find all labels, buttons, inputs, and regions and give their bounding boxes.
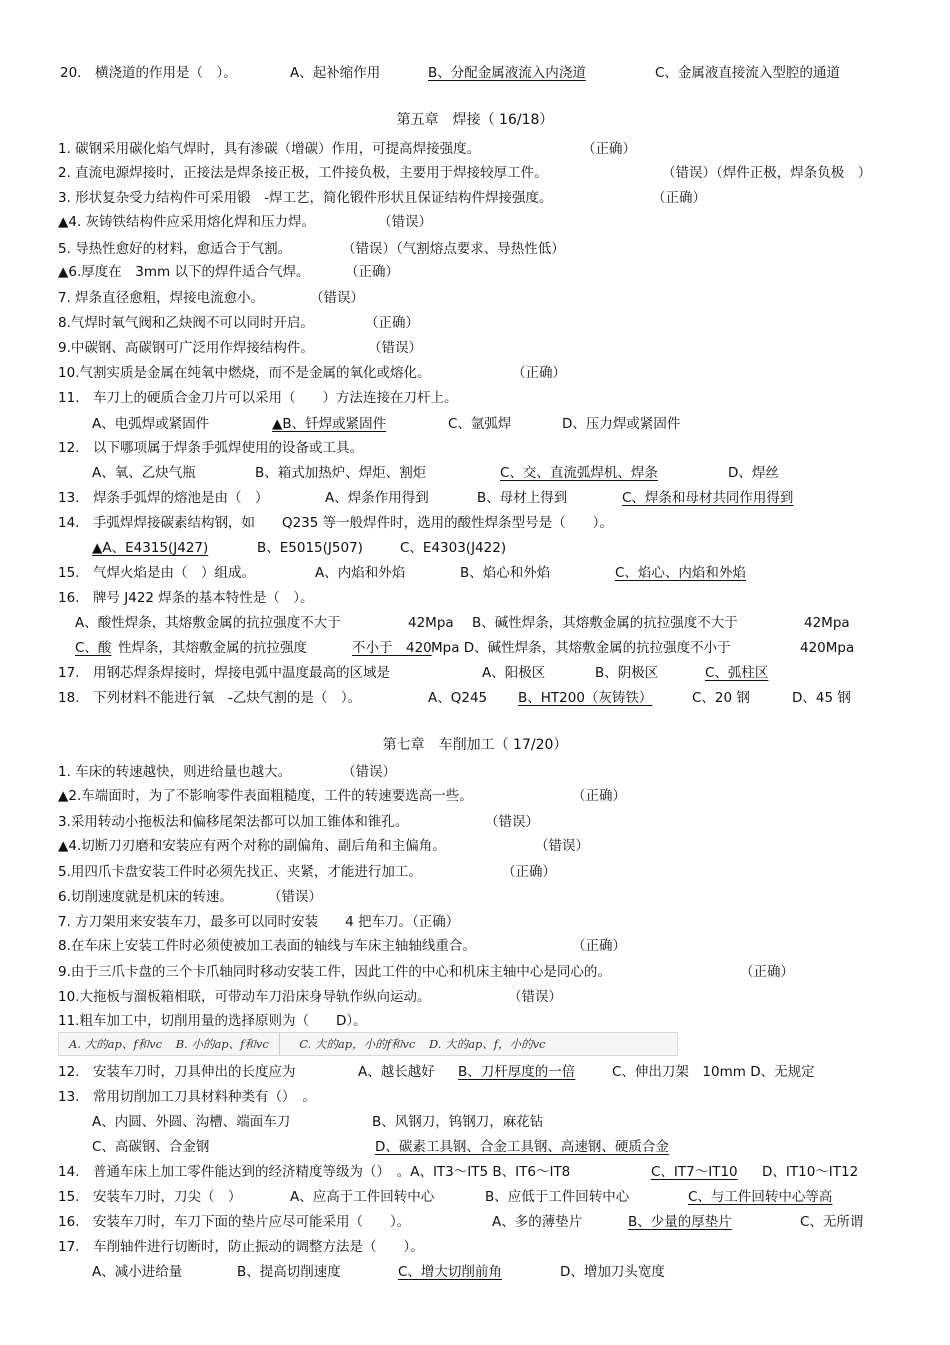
ch5-q12-answer: C、交、直流弧焊机、焊条 bbox=[500, 465, 658, 481]
ch7-q16-stem: 16. 安装车刀时，车刀下面的垫片应尽可能采用（ ）。 bbox=[58, 1214, 411, 1230]
ch5-q14-answer: ▲A、E4315(J427) bbox=[92, 540, 209, 556]
ch5-q11-option-d: D、压力焊或紧固件 bbox=[562, 416, 681, 432]
ch5-q15-option-b: B、焰心和外焰 bbox=[460, 565, 551, 581]
ch7-tf-5: 5.用四爪卡盘安装工件时必须先找正、夹紧，才能进行加工。 bbox=[58, 864, 422, 880]
ch7-q14-answer: C、IT7～IT10 bbox=[651, 1164, 738, 1180]
ch7-q14-option-d: D、IT10～IT12 bbox=[762, 1164, 859, 1180]
ch7-q11-option-a: A. 大的ap、f和vc bbox=[69, 1037, 163, 1051]
ch5-q13-option-a: A、焊条作用得到 bbox=[325, 490, 429, 506]
ch5-q15-option-a: A、内焰和外焰 bbox=[315, 565, 406, 581]
ch5-q12-option-b: B、箱式加热炉、焊炬、割炬 bbox=[255, 465, 427, 481]
ch7-q17-option-d: D、增加刀头宽度 bbox=[560, 1264, 665, 1280]
ch5-q16-stem: 16. 牌号 J422 焊条的基本特性是（ ）。 bbox=[58, 590, 314, 606]
q20-stem: 20. 横浇道的作用是（ ）。 bbox=[60, 65, 237, 81]
ch5-q16-option-a-value: 42Mpa bbox=[408, 615, 454, 631]
ch7-q13-answer: D、碳素工具钢、合金工具钢、高速钢、硬质合金 bbox=[375, 1139, 669, 1155]
ch5-q12-option-a: A、氧、乙炔气瓶 bbox=[92, 465, 196, 481]
ch5-tf-7: 7. 焊条直径愈粗，焊接电流愈小。 bbox=[58, 290, 265, 306]
ch7-q11-option-d: D. 大的ap、f，小的vc bbox=[428, 1037, 546, 1051]
ch5-q15-answer: C、焰心、内焰和外焰 bbox=[615, 565, 746, 581]
ch7-q17-option-b: B、提高切削速度 bbox=[237, 1264, 341, 1280]
ch5-tf-6-answer: （正确） bbox=[345, 264, 399, 280]
ch5-q16-answer-part2: 不小于 420 bbox=[352, 640, 432, 656]
ch7-tf-5-answer: （正确） bbox=[502, 864, 556, 880]
ch7-tf-8: 8.在车床上安装工件时必须使被加工表面的轴线与车床主轴轴线重合。 bbox=[58, 938, 476, 954]
ch5-tf-5: 5. 导热性愈好的材料，愈适合于气割。 bbox=[58, 241, 292, 257]
ch5-tf-6: ▲6.厚度在 3mm 以下的焊件适合气焊。 bbox=[58, 264, 310, 280]
ch5-q11-answer: ▲B、钎焊或紧固件 bbox=[272, 416, 387, 432]
ch5-q17-stem: 17. 用钢芯焊条焊接时，焊接电弧中温度最高的区域是 bbox=[58, 665, 390, 681]
ch7-tf-9-answer: （正确） bbox=[740, 964, 794, 980]
ch5-q16-option-b-value: 42Mpa bbox=[804, 615, 850, 631]
ch5-q17-option-a: A、阳极区 bbox=[482, 665, 546, 681]
ch5-tf-8: 8.气焊时氧气阀和乙炔阀不可以同时开启。 bbox=[58, 315, 314, 331]
ch7-q11-stem: 11.粗车加工中，切削用量的选择原则为（ D）。 bbox=[58, 1013, 367, 1029]
ch7-q17-stem: 17. 车削轴件进行切断时，防止振动的调整方法是（ ）。 bbox=[58, 1239, 424, 1255]
ch7-q15-option-b: B、应低于工件回转中心 bbox=[485, 1189, 630, 1205]
ch5-q16-option-a: A、酸性焊条，其熔敷金属的抗拉强度不大于 bbox=[75, 615, 341, 631]
ch5-q18-option-a: A、Q245 bbox=[428, 690, 488, 706]
ch7-tf-8-answer: （正确） bbox=[572, 938, 626, 954]
q20-option-a: A、起补缩作用 bbox=[290, 65, 381, 81]
ch7-tf-9: 9.由于三爪卡盘的三个卡爪轴同时移动安装工件，因此工件的中心和机床主轴中心是同心的。 bbox=[58, 964, 611, 980]
ch7-q17-answer: C、增大切削前角 bbox=[398, 1264, 502, 1280]
ch7-q12-option-a: A、越长越好 bbox=[358, 1064, 435, 1080]
ch7-tf-4-answer: （错误） bbox=[535, 838, 589, 854]
q20-option-c: C、金属液直接流入型腔的通道 bbox=[655, 65, 840, 81]
ch5-tf-1: 1. 碳钢采用碳化焰气焊时，具有渗碳（增碳）作用，可提高焊接强度。 bbox=[58, 141, 481, 157]
ch7-tf-6: 6.切削速度就是机床的转速。 bbox=[58, 889, 233, 905]
ch7-q12-answer: B、刀杆厚度的一倍 bbox=[458, 1064, 576, 1080]
ch5-q18-option-d: D、45 钢 bbox=[792, 690, 851, 706]
chapter7-title: 第七章 车削加工（ 17/20） bbox=[382, 737, 568, 753]
ch7-q15-stem: 15. 安装车刀时，刀尖（ ） bbox=[58, 1189, 242, 1205]
ch5-q13-answer: C、焊条和母材共同作用得到 bbox=[622, 490, 794, 506]
ch5-q12-stem: 12. 以下哪项属于焊条手弧焊使用的设备或工具。 bbox=[58, 440, 363, 456]
ch5-q15-stem: 15. 气焊火焰是由（ ）组成。 bbox=[58, 565, 255, 581]
ch7-tf-3: 3.采用转动小拖板法和偏移尾架法都可以加工锥体和锥孔。 bbox=[58, 814, 409, 830]
ch7-q16-option-a: A、多的薄垫片 bbox=[492, 1214, 583, 1230]
ch7-tf-2-answer: （正确） bbox=[572, 788, 626, 804]
ch5-q12-option-d: D、焊丝 bbox=[728, 465, 779, 481]
ch7-q12-option-c: C、伸出刀架 10mm D、无规定 bbox=[612, 1064, 815, 1080]
chapter5-title: 第五章 焊接（ 16/18） bbox=[396, 112, 554, 128]
ch5-q17-option-b: B、阴极区 bbox=[595, 665, 659, 681]
ch7-q11-option-c: C. 大的ap，小的f和vc bbox=[299, 1037, 416, 1051]
ch5-q14-option-c: C、E4303(J422) bbox=[400, 540, 507, 556]
ch5-q13-stem: 13. 焊条手弧焊的熔池是由（ ） bbox=[58, 490, 269, 506]
ch7-q14-stem: 14. 普通车床上加工零件能达到的经济精度等级为（） 。A、IT3～IT5 B、IT6～IT8 bbox=[58, 1164, 571, 1180]
ch7-q13-option-a: A、内圆、外圆、沟槽、端面车刀 bbox=[92, 1114, 291, 1130]
ch5-tf-2-answer: （错误）（焊件正极，焊条负极 ） bbox=[662, 165, 872, 181]
ch7-q13-option-c: C、高碳钢、合金钢 bbox=[92, 1139, 210, 1155]
ch5-tf-1-answer: （正确） bbox=[582, 141, 636, 157]
ch5-q16-option-d-value: 420Mpa bbox=[800, 640, 855, 656]
ch5-tf-3-answer: （正确） bbox=[652, 190, 706, 206]
image-divider bbox=[279, 1033, 280, 1055]
ch5-tf-3: 3. 形状复杂受力结构件可采用锻 -焊工艺，简化锻件形状且保证结构件焊接强度。 bbox=[58, 190, 553, 206]
ch7-tf-6-answer: （错误） bbox=[268, 889, 322, 905]
ch7-q13-option-b: B、风钢刀，钨钢刀，麻花钻 bbox=[372, 1114, 544, 1130]
ch7-q16-answer: B、少量的厚垫片 bbox=[628, 1214, 732, 1230]
ch7-q11-options-image bbox=[58, 1032, 678, 1056]
ch5-q16-option-d: Mpa D、碱性焊条，其熔敷金属的抗拉强度不小于 bbox=[431, 640, 731, 656]
ch7-tf-7: 7. 方刀架用来安装车刀，最多可以同时安装 4 把车刀。（正确） bbox=[58, 914, 460, 930]
ch7-q13-stem: 13. 常用切削加工刀具材料种类有（） 。 bbox=[58, 1089, 316, 1105]
ch5-q13-option-b: B、母材上得到 bbox=[477, 490, 568, 506]
ch5-tf-8-answer: （正确） bbox=[365, 315, 419, 331]
ch7-tf-1: 1. 车床的转速越快，则进给量也越大。 bbox=[58, 764, 292, 780]
ch7-tf-3-answer: （错误） bbox=[485, 814, 539, 830]
ch5-q17-answer: C、弧柱区 bbox=[705, 665, 769, 681]
ch7-q16-option-c: C、无所谓 bbox=[800, 1214, 864, 1230]
ch5-tf-4: ▲4. 灰铸铁结构件应采用熔化焊和压力焊。 bbox=[58, 214, 316, 230]
ch7-q15-answer: C、与工件回转中心等高 bbox=[688, 1189, 833, 1205]
ch7-tf-10: 10.大拖板与溜板箱相联，可带动车刀沿床身导轨作纵向运动。 bbox=[58, 989, 431, 1005]
ch5-q11-stem: 11. 车刀上的硬质合金刀片可以采用（ ）方法连接在刀杆上。 bbox=[58, 390, 458, 406]
ch5-q16-option-b: B、碱性焊条，其熔敷金属的抗拉强度不大于 bbox=[472, 615, 738, 631]
ch5-q11-option-c: C、氩弧焊 bbox=[448, 416, 512, 432]
ch5-q16-answer-part1: C、酸 bbox=[75, 640, 112, 656]
ch5-tf-4-answer: （错误） bbox=[378, 214, 432, 230]
ch7-tf-4: ▲4.切断刀刃磨和安装应有两个对称的副偏角、副后角和主偏角。 bbox=[58, 838, 446, 854]
ch7-tf-1-answer: （错误） bbox=[342, 764, 396, 780]
ch5-q18-option-c: C、20 钢 bbox=[692, 690, 750, 706]
ch5-tf-7-answer: （错误） bbox=[310, 290, 364, 306]
ch5-q16-option-c-text: 性焊条，其熔敷金属的抗拉强度 bbox=[118, 640, 307, 656]
ch7-q15-option-a: A、应高于工件回转中心 bbox=[290, 1189, 435, 1205]
ch7-q12-stem: 12. 安装车刀时，刀具伸出的长度应为 bbox=[58, 1064, 296, 1080]
ch7-q17-option-a: A、减小进给量 bbox=[92, 1264, 183, 1280]
ch5-q14-stem: 14. 手弧焊焊接碳素结构钢，如 Q235 等一般焊件时，选用的酸性焊条型号是（ ）。 bbox=[58, 515, 613, 531]
ch5-tf-2: 2. 直流电源焊接时，正接法是焊条接正极，工件接负极，主要用于焊接较厚工件。 bbox=[58, 165, 548, 181]
ch7-tf-2: ▲2.车端面时，为了不影响零件表面粗糙度，工件的转速要选高一些。 bbox=[58, 788, 473, 804]
ch7-q11-option-b: B. 小的ap、f和vc bbox=[175, 1037, 269, 1051]
ch5-tf-9: 9.中碳钢、高碳钢可广泛用作焊接结构件。 bbox=[58, 340, 314, 356]
ch5-q18-answer: B、HT200（灰铸铁） bbox=[518, 690, 653, 706]
ch5-q14-option-b: B、E5015(J507) bbox=[257, 540, 363, 556]
ch7-tf-10-answer: （错误） bbox=[508, 989, 562, 1005]
q20-answer: B、分配金属液流入内浇道 bbox=[428, 65, 586, 81]
ch5-tf-10-answer: （正确） bbox=[512, 365, 566, 381]
ch5-q11-option-a: A、电弧焊或紧固件 bbox=[92, 416, 210, 432]
ch5-q18-stem: 18. 下列材料不能进行氧 -乙炔气割的是（ ）。 bbox=[58, 690, 362, 706]
ch5-tf-5-answer: （错误）（气割熔点要求、导热性低） bbox=[342, 241, 565, 257]
ch5-tf-9-answer: （错误） bbox=[368, 340, 422, 356]
ch5-tf-10: 10.气割实质是金属在纯氧中燃烧，而不是金属的氧化或熔化。 bbox=[58, 365, 431, 381]
